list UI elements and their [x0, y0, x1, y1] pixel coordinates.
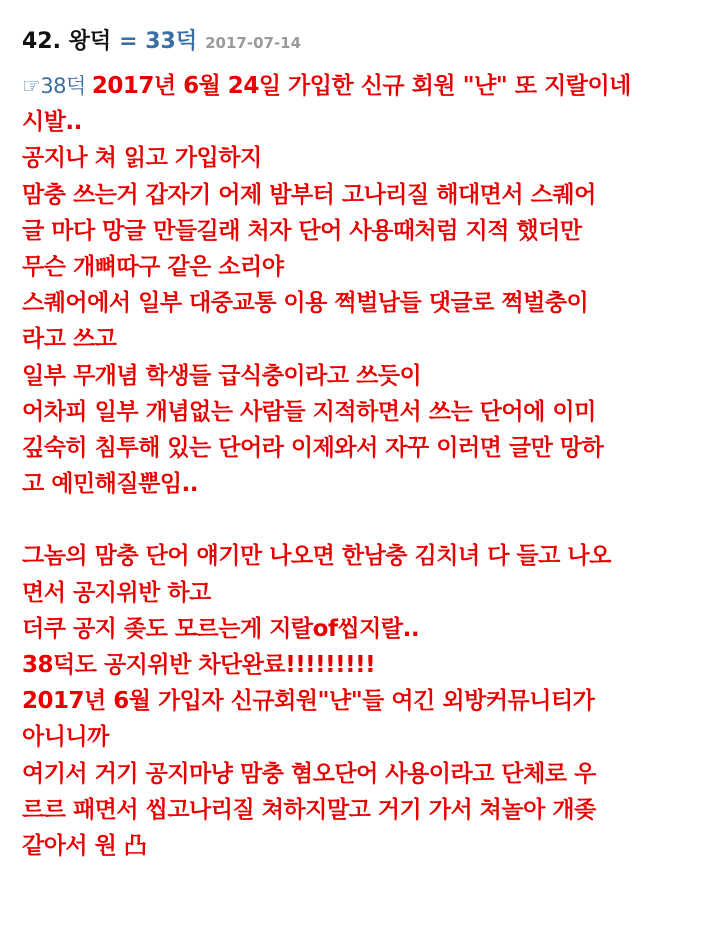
comment-line: 여기서 거기 공지마냥 맘충 혐오단어 사용이라고 단체로 우: [22, 760, 596, 787]
comment-line: 시발..: [22, 109, 82, 136]
comment-line: 일부 무개념 학생들 급식충이라고 쓰듯이: [22, 362, 422, 389]
comment-line: 스퀘어에서 일부 대중교통 이용 쩍벌남들 댓글로 쩍벌충이: [22, 290, 589, 317]
reply-reference-link[interactable]: ☞38덕: [22, 74, 86, 98]
reply-target-link[interactable]: = 33덕: [119, 29, 198, 54]
comment-line: 무슨 개뼈따구 같은 소리야: [22, 253, 284, 280]
comment-line: 라고 쓰고: [22, 326, 117, 353]
comment-line: 2017년 6월 가입자 신규회원"냔"들 여긴 외방커뮤니티가: [22, 688, 595, 715]
comment-line: 공지나 쳐 읽고 가입하지: [22, 145, 262, 172]
comment-line: 깊숙히 침투해 있는 단어라 이제와서 자꾸 이러면 글만 망하: [22, 434, 604, 461]
comment-line: 아니니까: [22, 724, 109, 751]
comment-line: 같아서 원 凸: [22, 832, 147, 859]
comment-line-text: 2017년 6월 24일 가입한 신규 회원 "냔" 또 지랄이네: [91, 73, 631, 99]
comment-line: 38덕도 공지위반 차단완료!!!!!!!!!: [22, 652, 376, 678]
comment-line: 어차피 일부 개념없는 사람들 지적하면서 쓰는 단어에 이미: [22, 398, 596, 425]
comment-line: [22, 68, 700, 104]
comment-line: 고 예민해질뿐임..: [22, 471, 199, 498]
blank-line: [22, 502, 700, 538]
comment-number-author: 42. 왕덕: [22, 29, 112, 54]
comment-line: 면서 공지위반 하고: [22, 579, 211, 606]
comment-line: 그놈의 맘충 단어 얘기만 나오면 한남충 김치녀 다 들고 나오: [22, 543, 611, 570]
comment-line: 맘충 쓰는거 갑자기 어제 밤부터 고나리질 해대면서 스퀘어: [22, 181, 596, 208]
comment-line: 더쿠 공지 좆도 모르는게 지랄of씹지랄..: [22, 615, 420, 642]
comment-date: 2017-07-14: [205, 34, 302, 52]
comment-line: 르르 패면서 씹고나리질 쳐하지말고 거기 가서 쳐놀아 개좆: [22, 796, 596, 823]
comment-body: [22, 68, 700, 864]
comment-header: [22, 24, 700, 54]
comment-line: 글 마다 망글 만들길래 처자 단어 사용때처럼 지적 했더만: [22, 217, 582, 244]
